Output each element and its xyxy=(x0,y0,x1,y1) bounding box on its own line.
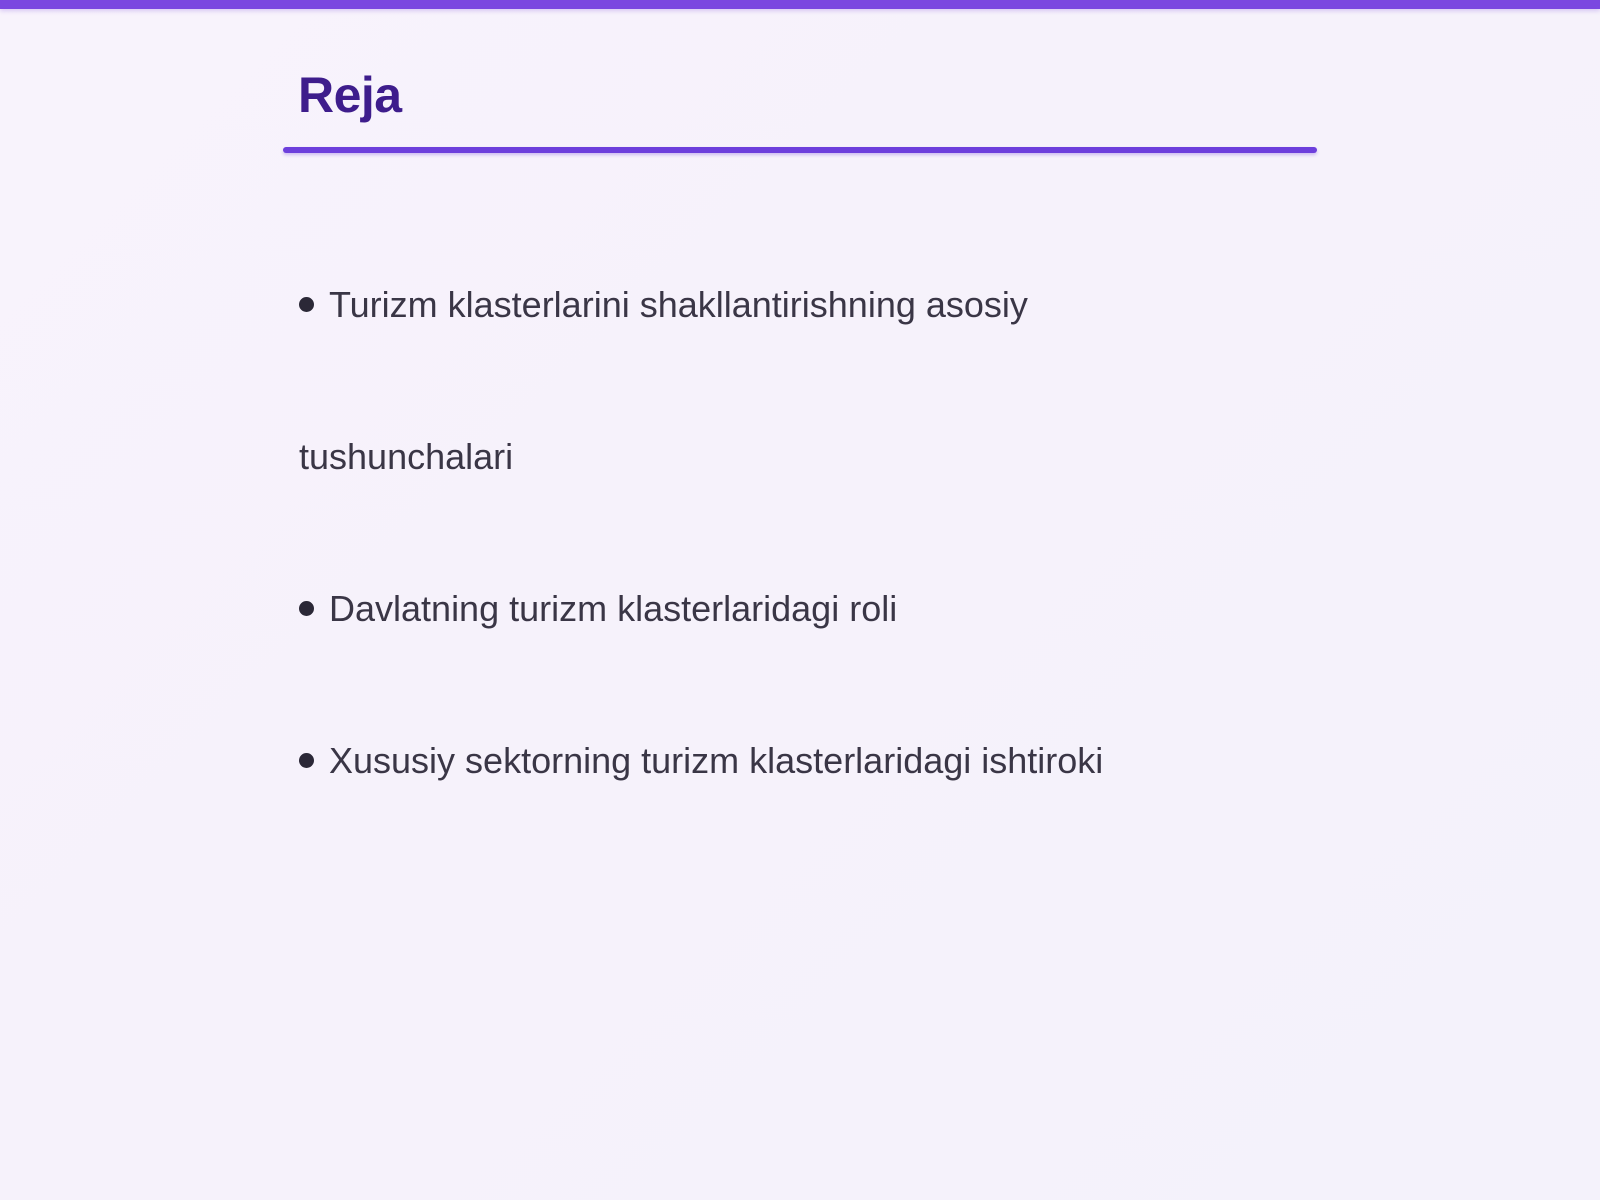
continuation-text: tushunchalari xyxy=(299,436,514,477)
title-underline xyxy=(283,147,1317,153)
bullet-item-text: Davlatning turizm klasterlaridagi roli xyxy=(329,588,898,629)
top-accent-bar xyxy=(0,0,1600,9)
bullet-icon xyxy=(299,601,314,616)
slide-title: Reja xyxy=(298,67,402,123)
bullet-icon xyxy=(299,297,314,312)
bullet-item-2 xyxy=(299,587,897,630)
bullet-item-1-continuation xyxy=(299,435,513,478)
bullet-item-3 xyxy=(299,739,1103,782)
bullet-item-1 xyxy=(299,283,1028,326)
bullet-icon xyxy=(299,753,314,768)
bullet-item-text: Xususiy sektorning turizm klasterlaridagi ishtiroki xyxy=(329,740,1104,781)
bullet-item-text: Turizm klasterlarini shakllantirishning asosiy xyxy=(329,284,1028,325)
